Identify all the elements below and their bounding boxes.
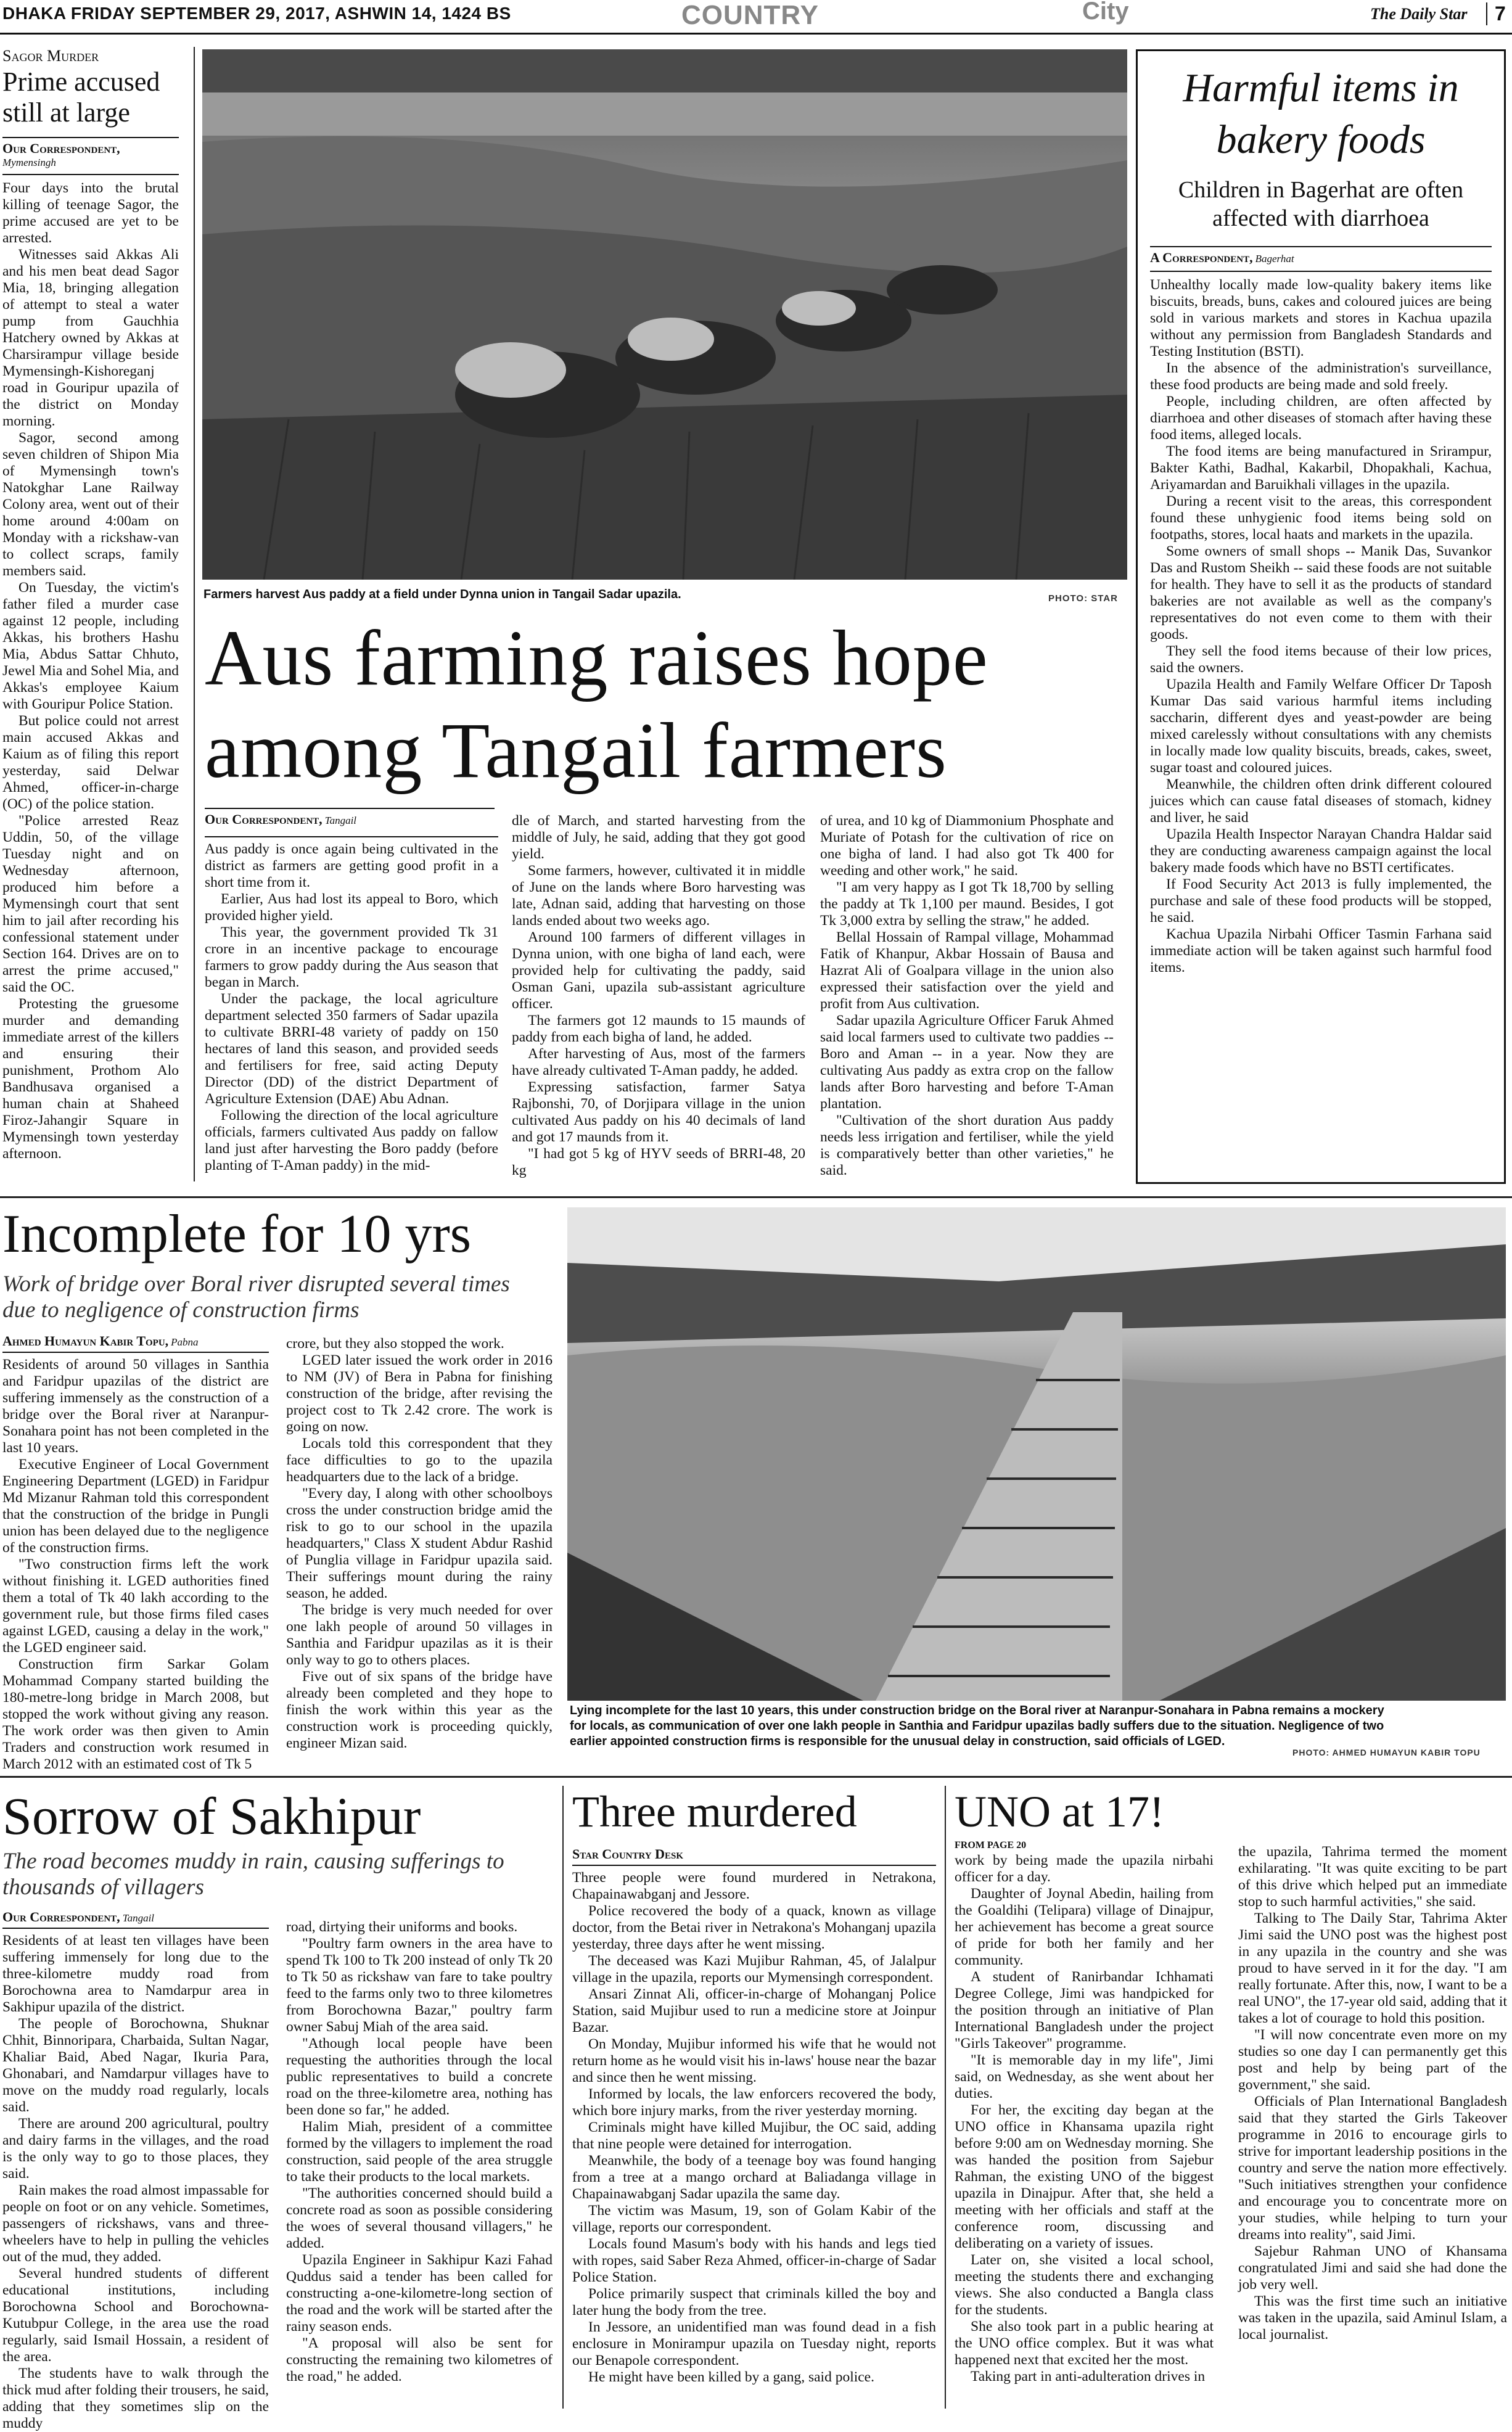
bakery-box [1136,49,1506,1184]
paragraph: In Jessore, an unidentified man was found dead in a fish enclosure in Monirampur upazila on Tuesday night, reports our Benapole correspondent. [572,2319,936,2368]
column-rule [194,47,195,1181]
page-header [0,0,1512,35]
bridge-subhead: Work of bridge over Boral river disrupted several times due to negligence of construction firms [2,1271,510,1323]
paragraph: Daughter of Joynal Abedin, hailing from the Goaldihi (Telipara) village of Dinajpur, her achievement has become a great source of pride for both her family and her community. [955,1886,1214,1968]
paragraph: the upazila, Tahrima termed the moment exhilarating. "It was quite exciting to be part of this drive which helped put an immediate stop to such harmful activities," she said. [1238,1844,1507,1910]
paragraph: Some farmers, however, cultivated it in middle of June on the lands where Boro harvesting was late, Adnan said, adding that harvesting on those lands ended about two weeks ago. [512,863,805,929]
paragraph: "Police arrested Reaz Uddin, 50, of the village Tuesday night and on Wednesday afternoon, produced him before a Mymensingh court that sent him to jail after recording his confessional statement under Section 164. Drives are on to arrest the prime accused," said the OC. [2,813,179,995]
uno-column-1 [955,1852,1214,2385]
paragraph: Upazila Health Inspector Narayan Chandra Haldar said they are conducting awareness campaign against the local bakery made foods which have no BSTI certificates. [1150,826,1492,876]
paragraph: Taking part in anti-adulteration drives in [971,2368,1206,2385]
bridge-column-2 [286,1336,553,1752]
paragraph: Kachua Upazila Nirbahi Officer Tasmin Farhana said immediate action will be taken against such harmful food items. [1150,926,1492,976]
paragraph: Bellal Hossain of Rampal village, Mohammad Fatik of Khanpur, Akbar Hossain of Bausa and Hazrat Ali of Goalpara village in the union also expressed their satisfaction over the yield and profit from Aus cultivation. [820,929,1114,1012]
section-label: COUNTRY [681,0,819,30]
paragraph: work by being made the upazila nirbahi officer for a day. [955,1852,1214,1885]
paragraph: Aus paddy is once again being cultivated in the district as farmers are getting good profit in a short time from it. [205,841,498,890]
dateline: DHAKA FRIDAY SEPTEMBER 29, 2017, ASHWIN 14, 1424 BS [2,4,511,23]
paragraph: Residents of at least ten villages have been suffering immensely for long due to the three-kilometre muddy road from Borochowna area to Namdarpur area in Sakhipur upazila of the district. [2,1933,269,2015]
section-divider [0,1196,1512,1198]
paragraph: For her, the exciting day began at the UNO office in Khansama upazila right before 9:00 am on Wednesday morning. She was handed the position from Sajebur Rahman, the existing UNO of the biggest upazila in Dinajpur. After that, she held a meeting with her officials and staff at the conference room, discussing and deliberating on a variety of issues. [955,2102,1214,2251]
sagor-byline-name: Our Correspondent, [2,141,120,156]
sakhipur-subhead: The road becomes muddy in rain, causing sufferings to thousands of villagers [2,1849,504,1900]
paragraph: Witnesses said Akkas Ali and his men beat dead Sagor Mia, 18, bringing allegation of attempt to steal a water pump from Gauchhia Hatchery owned by Akkas at Charsirampur village beside Mymensingh-Kishoreganj road in Gouripur upazila of the district on Monday morning. [2,247,179,429]
paragraph: "I am very happy as I got Tk 18,700 by selling the paddy at Tk 1,100 per maund. Besides, I got Tk 3,000 extra by selling the straw," he added. [820,879,1114,929]
paragraph: Four days into the brutal killing of teenage Sagor, the prime accused are yet to be arrested. [2,180,179,246]
sagor-body [2,174,179,1162]
uno-from: FROM PAGE 20 [955,1840,1027,1851]
paragraph: The victim was Masum, 19, son of Golam Kabir of the village, reports our correspondent. [572,2203,936,2235]
sagor-byline-location: Mymensingh [2,157,56,168]
paragraph: road, dirtying their uniforms and books. [286,1919,518,1935]
paragraph: Protesting the gruesome murder and demanding immediate arrest of the killers and ensuring their punishment, Prothom Alo Bandhusava organised a human chain at Shaheed Firoz-Jahangir Square in Mymensingh town yesterday afternoon. [2,996,179,1162]
bridge-photo-credit: PHOTO: AHMED HUMAYUN KABIR TOPU [1292,1748,1481,1757]
paragraph: Following the direction of the local agriculture officials, farmers cultivated Aus paddy on fallow land just after harvesting the Boro paddy (before planting of T-Aman paddy) in the mid- [205,1107,498,1173]
paragraph: Talking to The Daily Star, Tahrima Akter Jimi said the UNO post was the highest post in any upazila in the country and she was proud to have served in it for the day. "I am really fortunate. After this, now, I want to be a real UNO", the 17-year old said, adding that it takes a lot of courage to hold this position. [1238,1910,1507,2026]
aus-photo-credit: PHOTO: STAR [1048,593,1118,604]
paragraph: On Tuesday, the victim's father filed a murder case against 12 people, including Akkas, his brothers Hashu Mia, Abdus Sattar Chhuto, Jewel Mia and Sohel Mia, and Akkas's employee Kaium with Gouripur Police Station. [2,580,179,712]
uno-column-2 [1238,1844,1507,2343]
paragraph: The farmers got 12 maunds to 15 maunds of paddy from each bigha of land, he added. [512,1013,805,1045]
paragraph: Informed by locals, the law enforcers recovered the body, which bore injury marks, from the river yesterday morning. [572,2086,936,2119]
paragraph: "I had got 5 kg of HYV seeds of BRRI-48, 20 kg [512,1146,805,1178]
sagor-kicker: Sagor Murder [2,47,99,65]
bakery-headline: Harmful items in bakery foods [1183,65,1459,162]
paragraph: "Athough local people have been requesting the authorities through the local public representatives to build a concrete road on the three-kilometre area, nothing has been done so far," he added. [286,2036,553,2118]
paragraph: Around 100 farmers of different villages in Dynna union, with one bigha of land each, were provided help for cultivating the paddy, said Osman Gani, upazila sub-assistant agriculture officer. [512,929,805,1012]
paragraph: Meanwhile, the body of a teenage boy was found hanging from a tree at a mango orchard at Baliadanga village in Chapainawabganj Sadar upazila the same day. [572,2153,936,2202]
paragraph: In the absence of the administration's surveillance, these food products are being made and sold freely. [1150,360,1492,393]
paragraph: Executive Engineer of Local Government Engineering Department (LGED) in Faridpur Md Mizanur Rahman told this correspondent that the construction of the bridge in Pungli union has been delayed due to the negligence of the construction firms. [2,1456,269,1556]
paragraph: Sagor, second among seven children of Shipon Mia of Mymensingh town's Natokghar Lane Railway Colony area, went out of their home around 4:00am on Monday with a rickshaw-van to collect scraps, family members said. [2,430,179,579]
paragraph: But police could not arrest main accused Akkas and Kaium as of filing this report yesterday, said Delwar Ahmed, officer-in-charge (OC) of the police station. [2,713,179,812]
paragraph: Meanwhile, the children often drink different coloured juices which can cause fatal diseases of stomach, kidney and liver, he said [1150,776,1492,826]
bridge-photo-caption: Lying incomplete for the last 10 years, this under construction bridge on the Boral river at Naranpur-Sonahara in Pabna remains a mockery for locals, as communication of over one lakh people in Santhia and Faridpur upazilas badly suffers due to the situation. Negligence of two earlier appointed construction firms is responsible for the unusual delay in construction, said officials of LGED. [570,1704,1384,1748]
paragraph: Construction firm Sarkar Golam Mohammad Company started building the 180-metre-long bridge in March 2008, but stopped the work without giving any reason. The work order was then given to Amin Traders and construction work resumed in March 2012 with an estimated cost of Tk 5 [2,1656,269,1772]
paragraph: The deceased was Kazi Mujibur Rahman, 45, of Jalalpur village in the upazila, reports our Mymensingh correspondent. [572,1953,936,1986]
paragraph: Locals found Masum's body with his hands and legs tied with ropes, said Saber Reza Ahmed, officer-in-charge of Sadar Police Station. [572,2236,936,2285]
paragraph: Police primarily suspect that criminals killed the boy and later hung the body from the tree. [572,2286,936,2319]
bridge-column-1 [2,1352,269,1773]
paragraph: of urea, and 10 kg of Diammonium Phosphate and Muriate of Potash for the cultivation of rice on one bigha of land. I had also got Tk 400 for weeding and other work," he said. [820,813,1114,879]
paragraph: Residents of around 50 villages in Santhia and Faridpur upazilas of the district are suffering immensely as the construction of a bridge over the Boral river at Naranpur-Sonahara point has not been completed in the last 10 years. [2,1357,269,1456]
aus-column-1 [205,836,498,1174]
paragraph: Sadar upazila Agriculture Officer Faruk Ahmed said local farmers used to cultivate two paddies -- Boro and Aman -- in a year. Now they are cultivating Aus paddy as extra crop on the fallow lands after Boro harvesting and before T-Aman plantation. [820,1013,1114,1112]
bridge-illustration [567,1207,1506,1701]
page-number: 7 [1486,2,1506,25]
column-rule [562,1786,564,2409]
paragraph: dle of March, and started harvesting from the middle of July, he said, adding that they got good yield. [512,813,805,862]
sakhipur-byline [2,1907,268,1925]
aus-byline-location: Tangail [324,815,357,826]
paragraph: "Poultry farm owners in the area have to spend Tk 100 to Tk 200 instead of only Tk 20 to Tk 50 as rickshaw van fare to take poultry feed to the farms only two to three kilometres from Borochowna Bazar," poultry farm owner Sabuj Miah of the area said. [286,1936,553,2035]
sagor-article [2,47,179,1181]
paragraph: Halim Miah, president of a committee formed by the villagers to implement the road construction, said people of the area struggle to take their products to the local markets. [286,2119,553,2185]
paragraph: Locals told this correspondent that they face difficulties to go to the upazila headquarters due to the lack of a bridge. [286,1436,553,1485]
murder-headline: Three murdered [572,1787,857,1836]
paragraph: "A proposal will also be sent for constructing the remaining two kilometres of the road," he added. [286,2335,553,2385]
paragraph: "The authorities concerned should build a concrete road as soon as possible considering the woes of several thousand villagers," he added. [286,2185,553,2251]
murder-byline [572,1844,936,1862]
paragraph: Sajebur Rahman UNO of Khansama congratulated Jimi and said she had done the job very well. [1238,2243,1507,2293]
paragraph: "Two construction firms left the work without finishing it. LGED authorities fined them a total of Tk 40 lakh according to the government rule, but those firms filed cases against LGED, causing a delay in the work," the LGED engineer said. [2,1556,269,1656]
paragraph: Rain makes the road almost impassable for people on foot or on any vehicle. Sometimes, passengers of rickshaws, vans and three-wheelers have to help in pulling the vehicles out of the mud, they added. [2,2182,269,2265]
column-rule [945,1786,946,2409]
paragraph: If Food Security Act 2013 is fully implemented, the purchase and sale of these food products will be stopped, he said. [1150,876,1492,926]
aus-headline: Aus farming raises hope among Tangail farmers [205,614,988,794]
paper-name: The Daily Star [1370,5,1468,23]
paragraph: LGED later issued the work order in 2016 to NM (JV) of Bera in Pabna for finishing construction of the bridge, after revising the project cost to Tk 2.42 crore. The work is going on now. [286,1352,553,1435]
bakery-body [1150,271,1492,976]
sakhipur-byline-name: Our Correspondent, [2,1909,120,1925]
paragraph: Some owners of small shops -- Manik Das, Suvankor Das and Rustom Sheikh -- said these foods are not suitable for health. They have to sell it as the products of standard bakeries are not available as well as the company's representatives do not even come to them with their goods. [1150,543,1492,643]
bridge-photo [567,1207,1506,1701]
bridge-byline-name: Ahmed Humayun Kabir Topu, [2,1333,169,1349]
bridge-headline: Incomplete for 10 yrs [2,1204,471,1264]
paddy-field-illustration [202,49,1127,580]
paragraph: The people of Borochowna, Shuknar Chhit, Binnoripara, Charbaida, Sultan Nagar, Khaliar Baid, Abed Nagar, Ikuria Para, Ghonabari, and Namdarpur villages have to move on the muddy road regularly, locals said. [2,2016,269,2115]
aus-column-2 [512,813,805,1179]
aus-byline-name: Our Correspondent, [205,811,323,827]
paragraph: Expressing satisfaction, farmer Satya Rajbonshi, 70, of Dorjipara village in the union cultivated Aus paddy on his 40 decimals of land and got 17 maunds from it. [512,1079,805,1145]
sakhipur-column-1 [2,1928,269,2432]
bakery-subhead: Children in Bagerhat are often affected with diarrhoea [1178,177,1464,231]
uno-headline: UNO at 17! [955,1787,1164,1836]
paragraph: Several hundred students of different educational institutions, including Borochowna School and Borochowna-Kutubpur College, in the area use the road regularly, said Ismail Hossain, a resident of the area. [2,2266,269,2365]
paragraph: This year, the government provided Tk 31 crore in an incentive package to encourage farmers to grow paddy during the Aus season that began in March. [205,924,498,990]
paragraph: After harvesting of Aus, most of the farmers have already cultivated T-Aman paddy, he added. [512,1046,805,1078]
paragraph: This was the first time such an initiative was taken in the upazila, said Aminul Islam, a local journalist. [1238,2293,1507,2343]
section-sub-label: City [1082,0,1129,25]
paragraph: The bridge is very much needed for over one lakh people of around 50 villages in Santhia and Faridpur upazilas as it is their only way to go to others places. [286,1602,553,1668]
sakhipur-byline-location: Tangail [122,1912,155,1924]
paragraph: He might have been killed by a gang, said police. [588,2369,874,2385]
paragraph: Three people were found murdered in Netrakona, Chapainawabganj and Jessore. [572,1870,936,1902]
bakery-byline-location: Bagerhat [1255,253,1294,265]
paragraph: Criminals might have killed Mujibur, the OC said, adding that nine people were detained for interrogation. [572,2119,936,2152]
paragraph: The food items are being manufactured in Srirampur, Bakter Kathi, Badhal, Kakarbil, Dhopakhali, Kachua, Ariyamardan and Baruikhali villages in the upazila. [1150,443,1492,493]
sagor-byline [2,137,179,169]
sagor-headline: Prime accused still at large [2,67,160,128]
paragraph: "It is memorable day in my life", Jimi said, on Wednesday, as she went about her duties. [955,2052,1214,2101]
paragraph: People, including children, are often affected by diarrhoea and other diseases of stomach after having these food items, alleged locals. [1150,393,1492,443]
aus-photo-caption: Farmers harvest Aus paddy at a field under Dynna union in Tangail Sadar upazila. [203,588,681,601]
paragraph: "Every day, I along with other schoolboys cross the under construction bridge amid the risk to go to our school in the upazila headquarters," Class X student Abdur Rashid of Punglia village in Faridpur upazila said. Their sufferings mount during the rainy season, he added. [286,1485,553,1601]
paragraph: She also took part in a public hearing at the UNO office complex. But it was what happened next that excited her the most. [955,2319,1214,2368]
bridge-byline-location: Pabna [171,1336,199,1348]
murder-byline-name: Star Country Desk [572,1846,684,1862]
paragraph: Officials of Plan International Bangladesh said that they started the Girls Takeover programme in 2016 to encourage girls to strive for important leadership positions in the country and serve the nation more effectively. "Such initiatives strengthen your confidence and encourage you to concentrate more on your studies, while helping to turn your dreams into reality", said Jimi. [1238,2093,1507,2243]
paragraph: During a recent visit to the areas, this correspondent found these unhygienic food items being sold on footpaths, stores, local haats and markets in the upazila. [1150,493,1492,543]
paragraph: They sell the food items because of their low prices, said the owners. [1150,643,1492,676]
bakery-byline-name: A Correspondent, [1150,250,1253,265]
paragraph: On Monday, Mujibur informed his wife that he would not return home as he would visit his in-laws' house near the bazar and since then he went missing. [572,2036,936,2085]
aus-column-3 [820,813,1114,1179]
sakhipur-column-2 [286,1919,553,2385]
murder-body [572,1865,936,2386]
paragraph: Under the package, the local agriculture department selected 350 farmers of Sadar upazila to cultivate BRRI-48 variety of paddy on 150 hectares of land this season, and provided seeds and fertilisers for free, said acting Deputy Director (DD) of the district Department of Agriculture Extension (DAE) Abu Adnan. [205,991,498,1107]
section-divider [0,1776,1512,1778]
paragraph: Unhealthy locally made low-quality bakery items like biscuits, breads, buns, cakes and coloured juices are being sold in various markets and stores in Kachua upazila without any permission from Bangladesh Standards and Testing Institution (BSTI). [1150,277,1492,359]
paragraph: Upazila Engineer in Sakhipur Kazi Fahad Quddus said a tender has been called for constructing a-one-kilometre-long section of the road and the work will be started after the rainy season ends. [286,2252,553,2335]
bakery-byline [1150,246,1492,266]
paragraph: Later on, she visited a local school, meeting the students there and exchanging views. She also conducted a Bangla class for the students. [955,2252,1214,2318]
paragraph: Earlier, Aus had lost its appeal to Boro, which provided higher yield. [205,891,498,924]
paragraph: "Cultivation of the short duration Aus paddy needs less irrigation and fertiliser, while the yield is comparatively better than other varieties," he said. [820,1112,1114,1178]
paragraph: Upazila Health and Family Welfare Officer Dr Taposh Kumar Das said various harmful items including saccharin, different dyes and yeast-powder are being mixed carelessly without consultations with any chemists in locally made low quality biscuits, breads, cakes, sweet, sugar toast and coloured juices. [1150,676,1492,776]
paragraph: Police recovered the body of a quack, known as village doctor, from the Betai river in Netrakona's Mohanganj upazila yesterday, three days after he went missing. [572,1903,936,1952]
aus-byline [205,808,495,828]
paragraph: Five out of six spans of the bridge have already been completed and they hope to finish the work within this year as the construction work is proceeding quickly, engineer Mizan said. [286,1669,553,1751]
paragraph: Ansari Zinnat Ali, officer-in-charge of Mohanganj Police Station, said Mujibur used to run a medicine store at Joinpur Bazar. [572,1986,936,2036]
paragraph: A student of Ranirbandar Ichhamati Degree College, Jimi was handpicked for the position through an initiative of Plan International Bangladesh under the project "Girls Takeover" programme. [955,1969,1214,2052]
aus-farmers-photo [202,49,1127,580]
paragraph: crore, but they also stopped the work. [286,1336,504,1352]
sakhipur-headline: Sorrow of Sakhipur [2,1786,421,1846]
paragraph: The students have to walk through the thick mud after folding their trousers, he said, adding that they sometimes slip on the muddy [2,2365,269,2431]
paragraph: "I will now concentrate even more on my studies so one day I can permanently get this post and help by being part of the government," she said. [1238,2027,1507,2093]
paragraph: There are around 200 agricultural, poultry and dairy farms in the villages, and the road is the only way to go to those places, they said. [2,2116,269,2182]
